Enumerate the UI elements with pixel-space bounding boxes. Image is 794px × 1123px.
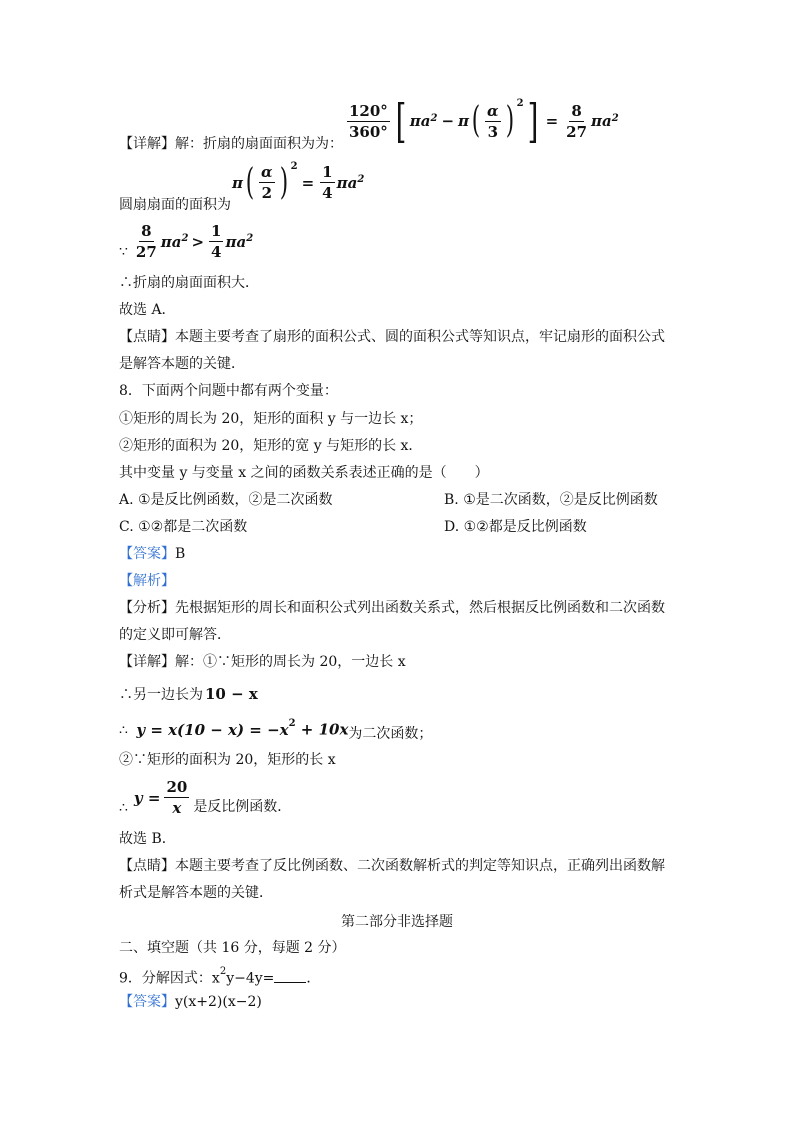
fraction-1-4: $\frac{1}{4}$ — [322, 163, 333, 202]
fraction-alpha-2: $\frac{\alpha}{2}$ — [261, 163, 273, 202]
question-8-item-2: ②矩形的面积为 20，矩形的宽 y 与矩形的长 x． — [119, 438, 423, 454]
detail-2: 【详解】解：①∵矩形的周长为 20，一边长 x — [119, 654, 406, 670]
fraction-1-4-b: $\frac{1}{4}$ — [211, 222, 222, 261]
answer-label: 【答案】 — [119, 546, 175, 562]
comparison-formula: ∵ $\frac{8}{27}$ πa $^2$ > $\frac{1}{4}$ πa $^2$ — [119, 222, 254, 261]
other-side-line: ∴另一边长为 10 − x — [119, 685, 258, 703]
analysis-text-cont: 的定义即可解答． — [119, 627, 231, 643]
circle-area-formula: π ( $\frac{\alpha}{2}$ ) $^2$ = $\frac{1}{4}$ πa $^2$ — [232, 161, 365, 203]
answer-label-9: 【答案】 — [119, 994, 175, 1010]
conclusion-1: ∴折扇的扇面面积大． — [119, 275, 259, 291]
option-b: B. ①是二次函数，②是反比例函数 — [444, 492, 658, 508]
option-c: C. ①②都是二次函数 — [119, 519, 248, 535]
answer-blank — [274, 968, 306, 983]
part-2-title: 第二部分非选择题 — [341, 914, 453, 930]
fraction-alpha-3: $\frac{\alpha}{3}$ — [487, 101, 499, 141]
detail-3: ②∵矩形的面积为 20，矩形的长 x — [119, 752, 336, 768]
fraction-8-27-b: $\frac{8}{27}$ — [135, 222, 157, 261]
fraction-20-x: $\frac{20}{x}$ — [166, 778, 188, 817]
answer-9: 【答案】y(x+2)(x−2) — [119, 994, 262, 1010]
question-8-stem: 8．下面两个问题中都有两个变量： — [119, 383, 338, 399]
analysis-text: 【分析】先根据矩形的周长和面积公式列出函数关系式，然后根据反比例函数和二次函数 — [119, 600, 665, 616]
fraction-degrees: $\frac{120^\circ}{360^\circ}$ — [349, 101, 388, 141]
question-9: 9．分解因式：$x^2y-4y=$ ． — [119, 966, 321, 987]
choice-2: 故选 B． — [119, 831, 176, 847]
review-1-cont: 是解答本题的关键． — [119, 356, 245, 372]
option-d: D. ①②都是反比例函数 — [444, 519, 587, 535]
question-8-ask: 其中变量 y 与变量 x 之间的函数关系表述正确的是（ ） — [119, 465, 489, 481]
detail-fan-label: 【详解】解：折扇的扇面面积为为： — [119, 136, 343, 152]
option-a: A. ①是反比例函数，②是二次函数 — [119, 492, 333, 508]
answer-8: 【答案】B — [119, 546, 186, 562]
review-2: 【点睛】本题主要考查了反比例函数、二次函数解析式的判定等知识点，正确列出函数解 — [119, 858, 665, 874]
function-y-line: ∴ $y = x(10 - x) = -x^2 + 10x$为二次函数； — [119, 718, 433, 742]
section-2-heading: 二、填空题（共 16 分，每题 2 分） — [119, 940, 346, 956]
question-8-item-1: ①矩形的周长为 20，矩形的面积 y 与一边长 x； — [119, 411, 423, 427]
inverse-function-line: ∴ y = $\frac{20}{x}$ 是反比例函数． — [119, 778, 292, 817]
fan-area-formula: $\frac{120^\circ}{360^\circ}$ [ πa $^2$ − π ( $\frac{\alpha}{3}$ ) $^2$ ] = $\frac{8}{27}$ πa $^2$ — [349, 94, 619, 148]
review-2-cont: 析式是解答本题的关键． — [119, 885, 273, 901]
review-1: 【点睛】本题主要考查了扇形的面积公式、圆的面积公式等知识点，牢记扇形的面积公式 — [119, 329, 665, 345]
analysis-label: 【解析】 — [119, 573, 175, 589]
fraction-8-27: $\frac{8}{27}$ — [566, 101, 588, 141]
circle-fan-label: 圆扇扇面的面积为 — [119, 197, 231, 213]
choice-1: 故选 A． — [119, 302, 176, 318]
